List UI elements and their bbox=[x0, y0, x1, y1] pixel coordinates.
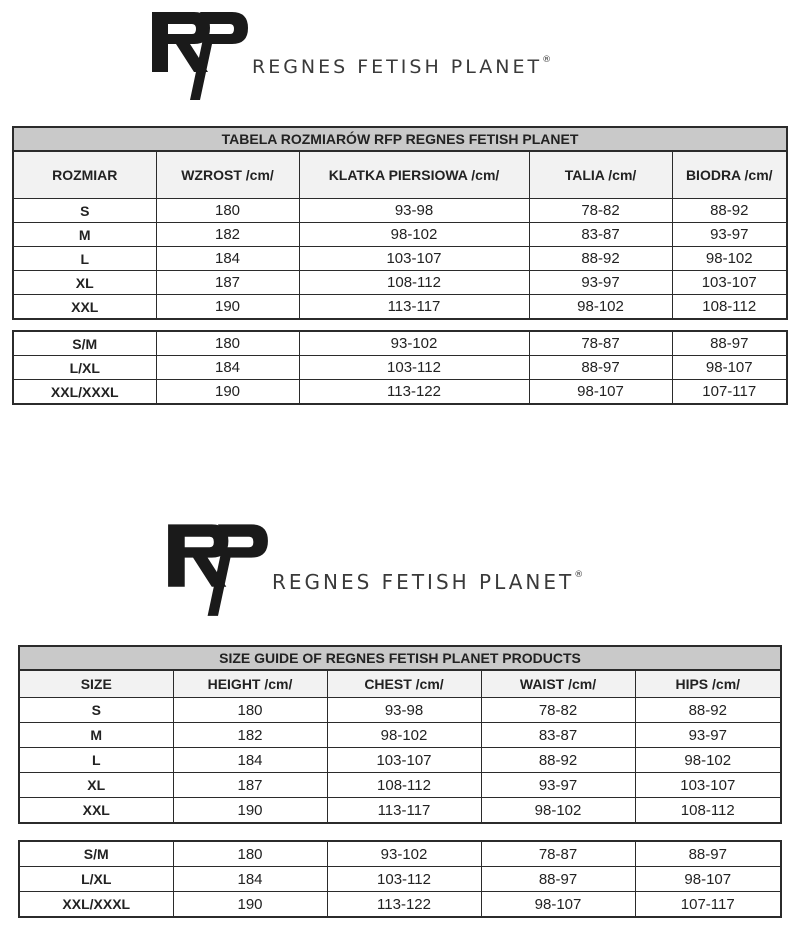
table-row bbox=[13, 271, 787, 295]
chest-cell: 93-98 bbox=[327, 698, 481, 723]
height-cell: 184 bbox=[173, 748, 327, 773]
header-waist: WAIST /cm/ bbox=[481, 670, 635, 698]
waist-cell: 93-97 bbox=[529, 271, 672, 295]
table-row bbox=[13, 295, 787, 320]
header-height: WZROST /cm/ bbox=[156, 151, 299, 199]
hips-cell: 93-97 bbox=[672, 223, 787, 247]
height-cell: 184 bbox=[156, 247, 299, 271]
height-cell: 190 bbox=[156, 380, 299, 405]
hips-cell: 98-102 bbox=[672, 247, 787, 271]
table-row bbox=[19, 723, 781, 748]
height-cell: 190 bbox=[173, 892, 327, 918]
table-row bbox=[13, 380, 787, 405]
size-cell: XL bbox=[19, 773, 173, 798]
english-combo-size-table bbox=[18, 840, 782, 918]
height-cell: 180 bbox=[173, 698, 327, 723]
chest-cell: 98-102 bbox=[299, 223, 529, 247]
table-row bbox=[13, 331, 787, 356]
height-cell: 180 bbox=[156, 331, 299, 356]
waist-cell: 78-82 bbox=[529, 199, 672, 223]
rp-monogram-icon bbox=[150, 6, 250, 102]
height-cell: 180 bbox=[173, 841, 327, 867]
height-cell: 187 bbox=[156, 271, 299, 295]
chest-cell: 103-112 bbox=[299, 356, 529, 380]
size-cell: L bbox=[19, 748, 173, 773]
polish-size-table bbox=[12, 126, 788, 320]
height-cell: 184 bbox=[173, 867, 327, 892]
height-cell: 182 bbox=[173, 723, 327, 748]
size-cell: L/XL bbox=[13, 356, 156, 380]
waist-cell: 98-102 bbox=[481, 798, 635, 824]
header-height: HEIGHT /cm/ bbox=[173, 670, 327, 698]
hips-cell: 88-97 bbox=[672, 331, 787, 356]
table-row bbox=[13, 356, 787, 380]
table-row bbox=[19, 698, 781, 723]
waist-cell: 78-87 bbox=[481, 841, 635, 867]
height-cell: 190 bbox=[156, 295, 299, 320]
hips-cell: 98-102 bbox=[635, 748, 781, 773]
table-row bbox=[13, 223, 787, 247]
table-title: TABELA ROZMIARÓW RFP REGNES FETISH PLANET bbox=[13, 127, 787, 151]
size-cell: XXL bbox=[19, 798, 173, 824]
hips-cell: 88-97 bbox=[635, 841, 781, 867]
chest-cell: 113-117 bbox=[299, 295, 529, 320]
table-row bbox=[19, 773, 781, 798]
chest-cell: 103-112 bbox=[327, 867, 481, 892]
waist-cell: 83-87 bbox=[529, 223, 672, 247]
rfp-logo bbox=[166, 518, 583, 618]
hips-cell: 93-97 bbox=[635, 723, 781, 748]
header-hips: BIODRA /cm/ bbox=[672, 151, 787, 199]
chest-cell: 103-107 bbox=[327, 748, 481, 773]
chest-cell: 93-102 bbox=[299, 331, 529, 356]
size-cell: M bbox=[13, 223, 156, 247]
chest-cell: 108-112 bbox=[299, 271, 529, 295]
chest-cell: 113-117 bbox=[327, 798, 481, 824]
size-cell: M bbox=[19, 723, 173, 748]
waist-cell: 83-87 bbox=[481, 723, 635, 748]
chest-cell: 108-112 bbox=[327, 773, 481, 798]
hips-cell: 88-92 bbox=[635, 698, 781, 723]
size-cell: XXL/XXXL bbox=[13, 380, 156, 405]
table-row bbox=[19, 798, 781, 824]
hips-cell: 108-112 bbox=[672, 295, 787, 320]
hips-cell: 98-107 bbox=[635, 867, 781, 892]
header-chest: CHEST /cm/ bbox=[327, 670, 481, 698]
size-cell: XXL/XXXL bbox=[19, 892, 173, 918]
height-cell: 190 bbox=[173, 798, 327, 824]
chest-cell: 93-98 bbox=[299, 199, 529, 223]
waist-cell: 78-87 bbox=[529, 331, 672, 356]
waist-cell: 98-107 bbox=[481, 892, 635, 918]
table-row bbox=[13, 199, 787, 223]
table-row bbox=[13, 247, 787, 271]
size-cell: S bbox=[13, 199, 156, 223]
hips-cell: 103-107 bbox=[635, 773, 781, 798]
polish-combo-size-table bbox=[12, 330, 788, 405]
hips-cell: 107-117 bbox=[635, 892, 781, 918]
chest-cell: 113-122 bbox=[327, 892, 481, 918]
waist-cell: 98-102 bbox=[529, 295, 672, 320]
table-title: SIZE GUIDE OF REGNES FETISH PLANET PRODUCTS bbox=[19, 646, 781, 670]
height-cell: 187 bbox=[173, 773, 327, 798]
table-row bbox=[19, 841, 781, 867]
chest-cell: 98-102 bbox=[327, 723, 481, 748]
header-waist: TALIA /cm/ bbox=[529, 151, 672, 199]
header-chest: KLATKA PIERSIOWA /cm/ bbox=[299, 151, 529, 199]
hips-cell: 107-117 bbox=[672, 380, 787, 405]
hips-cell: 108-112 bbox=[635, 798, 781, 824]
waist-cell: 88-97 bbox=[481, 867, 635, 892]
waist-cell: 88-97 bbox=[529, 356, 672, 380]
waist-cell: 78-82 bbox=[481, 698, 635, 723]
waist-cell: 88-92 bbox=[481, 748, 635, 773]
brand-name: REGNES FETISH PLANET® bbox=[252, 54, 552, 78]
size-cell: XXL bbox=[13, 295, 156, 320]
english-size-table bbox=[18, 645, 782, 824]
waist-cell: 93-97 bbox=[481, 773, 635, 798]
table-row bbox=[19, 892, 781, 918]
height-cell: 180 bbox=[156, 199, 299, 223]
table-row bbox=[19, 867, 781, 892]
size-cell: S bbox=[19, 698, 173, 723]
height-cell: 182 bbox=[156, 223, 299, 247]
waist-cell: 98-107 bbox=[529, 380, 672, 405]
table-row bbox=[19, 748, 781, 773]
size-cell: L/XL bbox=[19, 867, 173, 892]
size-cell: L bbox=[13, 247, 156, 271]
header-size: SIZE bbox=[19, 670, 173, 698]
header-hips: HIPS /cm/ bbox=[635, 670, 781, 698]
brand-name: REGNES FETISH PLANET® bbox=[272, 570, 584, 594]
size-cell: S/M bbox=[13, 331, 156, 356]
chest-cell: 113-122 bbox=[299, 380, 529, 405]
header-size: ROZMIAR bbox=[13, 151, 156, 199]
size-cell: S/M bbox=[19, 841, 173, 867]
hips-cell: 88-92 bbox=[672, 199, 787, 223]
chest-cell: 103-107 bbox=[299, 247, 529, 271]
rp-monogram-icon bbox=[166, 518, 270, 618]
hips-cell: 98-107 bbox=[672, 356, 787, 380]
size-cell: XL bbox=[13, 271, 156, 295]
height-cell: 184 bbox=[156, 356, 299, 380]
waist-cell: 88-92 bbox=[529, 247, 672, 271]
chest-cell: 93-102 bbox=[327, 841, 481, 867]
hips-cell: 103-107 bbox=[672, 271, 787, 295]
rfp-logo bbox=[150, 6, 551, 102]
